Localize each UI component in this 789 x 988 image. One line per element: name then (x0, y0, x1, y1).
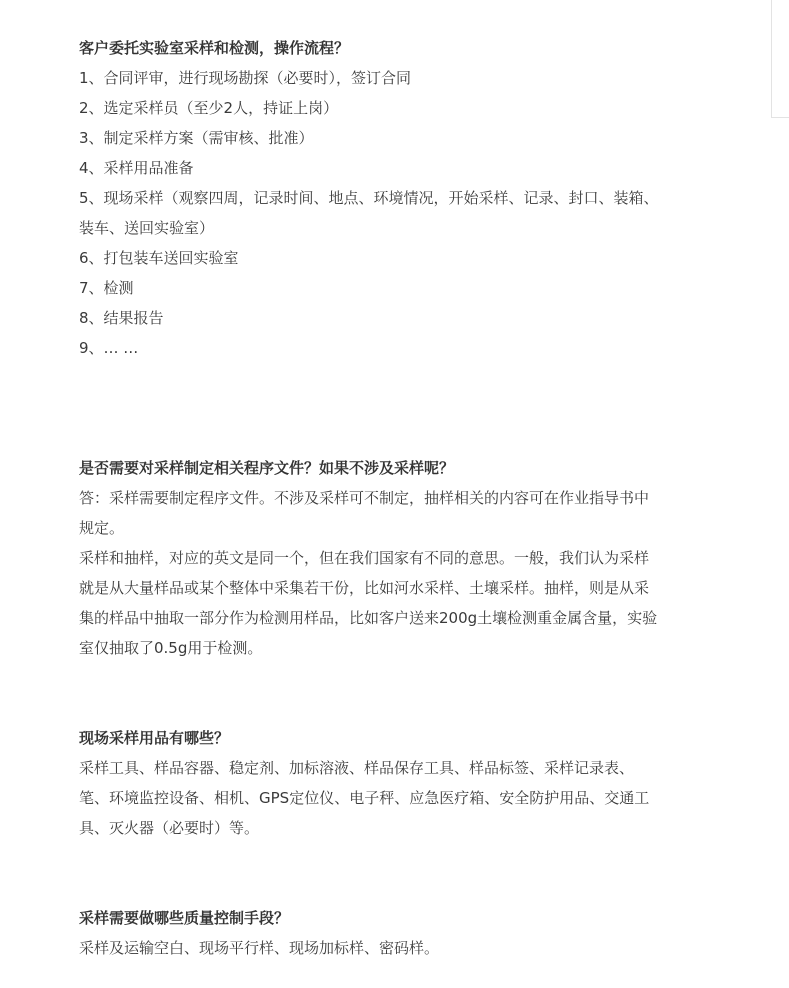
section-sampling-workflow (79, 33, 729, 363)
answer-line: 6、打包装车送回实验室 (79, 249, 239, 267)
answer-line: 3、制定采样方案（需审核、批准） (79, 129, 314, 147)
answer-line: 2、选定采样员（至少2人，持证上岗） (79, 99, 339, 117)
question-heading: 是否需要对采样制定相关程序文件？如果不涉及采样呢？ (79, 459, 455, 477)
article-body (79, 33, 729, 963)
answer-line: 1、合同评审，进行现场勘探（必要时），签订合同 (79, 69, 412, 87)
spacer (79, 843, 729, 903)
answer-line: 室仅抽取了0.5g用于检测。 (79, 639, 263, 657)
spacer (79, 663, 729, 723)
scrollbar-track[interactable] (771, 0, 789, 118)
answer-line: 答：采样需要制定程序文件。不涉及采样可不制定，抽样相关的内容可在作业指导书中 (79, 489, 650, 507)
answer-line: 9、… … (79, 339, 139, 357)
answer-line: 规定。 (79, 519, 125, 537)
answer-line: 具、灭火器（必要时）等。 (79, 819, 260, 837)
question-heading: 采样需要做哪些质量控制手段？ (79, 909, 290, 927)
question-heading: 客户委托实验室采样和检测，操作流程？ (79, 39, 350, 57)
section-quality-control (79, 903, 729, 963)
answer-line: 5、现场采样（观察四周，记录时间、地点、环境情况，开始采样、记录、封口、装箱、 (79, 189, 659, 207)
answer-line: 就是从大量样品或某个整体中采集若干份，比如河水采样、土壤采样。抽样，则是从采 (79, 579, 650, 597)
answer-line: 集的样品中抽取一部分作为检测用样品，比如客户送来200g土壤检测重金属含量，实验 (79, 609, 658, 627)
answer-line: 采样工具、样品容器、稳定剂、加标溶液、样品保存工具、样品标签、采样记录表、 (79, 759, 635, 777)
answer-line: 采样及运输空白、现场平行样、现场加标样、密码样。 (79, 939, 440, 957)
answer-line: 采样和抽样，对应的英文是同一个，但在我们国家有不同的意思。一般，我们认为采样 (79, 549, 650, 567)
answer-line: 8、结果报告 (79, 309, 164, 327)
answer-line: 装车、送回实验室） (79, 219, 215, 237)
spacer (79, 363, 729, 453)
answer-line: 4、采样用品准备 (79, 159, 194, 177)
answer-line: 笔、环境监控设备、相机、GPS定位仪、电子秤、应急医疗箱、安全防护用品、交通工 (79, 789, 650, 807)
section-procedure-documents (79, 453, 729, 663)
question-heading: 现场采样用品有哪些？ (79, 729, 230, 747)
section-sampling-supplies (79, 723, 729, 843)
answer-line: 7、检测 (79, 279, 134, 297)
